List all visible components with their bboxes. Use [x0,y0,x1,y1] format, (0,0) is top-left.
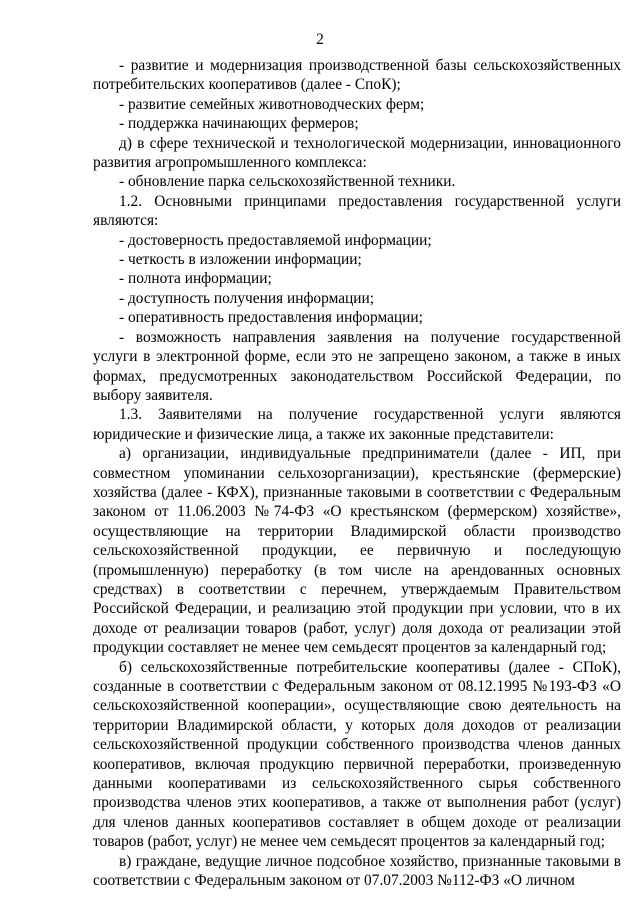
paragraph-accessibility: - доступность получения информации; [119,289,375,307]
paragraph-electronic-form: - возможность направления заявления на получение государственной услуги в электронной форме, если это не запрещено законом, а также в иных формах, предусмотренных законодательством Российской Федерации, по выбору заявителя. [93,328,621,404]
paragraph-clarity: - четкость в изложении информации; [119,251,362,269]
paragraph-section-1-3: 1.3. Заявителями на получение государственной услуги являются юридические и физические лица, а также их законные представители: [93,406,621,443]
paragraph-technical-modernization: д) в сфере технической и технологической модернизации, инновационного развития агропромышленного комплекса: [93,134,621,172]
paragraph-completeness: - полнота информации; [119,270,272,288]
paragraph-item-a: а) организации, индивидуальные предприниматели (далее - ИП, при совместном упоминании сельхозорганизации), крестьянские (фермерские) хозяйства (далее - КФХ), признанные таковыми в соответствии с Федеральным законом от 11.06.2003 №74-ФЗ «О крестьянском (фермерском) хозяйстве», осуществляющие на территории Владимирской области производство сельскохозяйственной продукции, ее первичную и последующую (промышленную) переработку (в том числе на арендованных основных средствах) в соответствии с перечнем, утверждаемым Правительством Российской Федерации, и реализацию этой продукции при условии, что в их доходе от реализации товаров (работ, услуг) доля дохода от реализации этой продукции составляет не менее чем семьдесят процентов за календарный год; [93,445,621,657]
document-body [93,56,621,890]
paragraph-machinery-renewal: - обновление парка сельскохозяйственной техники. [119,173,456,191]
paragraph-promptness: - оперативность предоставления информации; [119,309,423,327]
paragraph-section-1-2: 1.2. Основными принципами предоставления государственной услуги являются: [93,192,621,230]
paragraph-production-base: - развитие и модернизация производственной базы сельскохозяйственных потребительских кооперативов (далее - СпоК); [93,57,621,94]
paragraph-item-v: в) граждане, ведущие личное подсобное хозяйство, признанные таковыми в соответствии с Федеральным законом от 07.07.2003 №112-ФЗ «О личном [93,852,621,890]
paragraph-reliability: - достоверность предоставляемой информации; [119,231,432,249]
page-number: 2 [316,31,324,48]
paragraph-family-farms: - развитие семейных животноводческих ферм; [119,95,425,113]
paragraph-beginning-farmers: - поддержка начинающих фермеров; [119,115,359,133]
paragraph-item-b: б) сельскохозяйственные потребительские кооперативы (далее - СПоК), созданные в соответствии с Федеральным законом от 08.12.1995 №193-ФЗ «О сельскохозяйственной кооперации», осуществляющие свою деятельность на территории Владимирской области, у которых доля доходов от реализации сельскохозяйственной продукции собственного производства членов данных кооперативов, включая продукцию первичной переработки, произведенную данными кооперативами из сельскохозяйственного сырья собственного производства членов этих кооперативов, а также от выполнения работ (услуг) для членов данных кооперативов составляет в общем доходе от реализации товаров (работ, услуг) не менее чем семьдесят процентов за календарный год; [93,658,621,851]
